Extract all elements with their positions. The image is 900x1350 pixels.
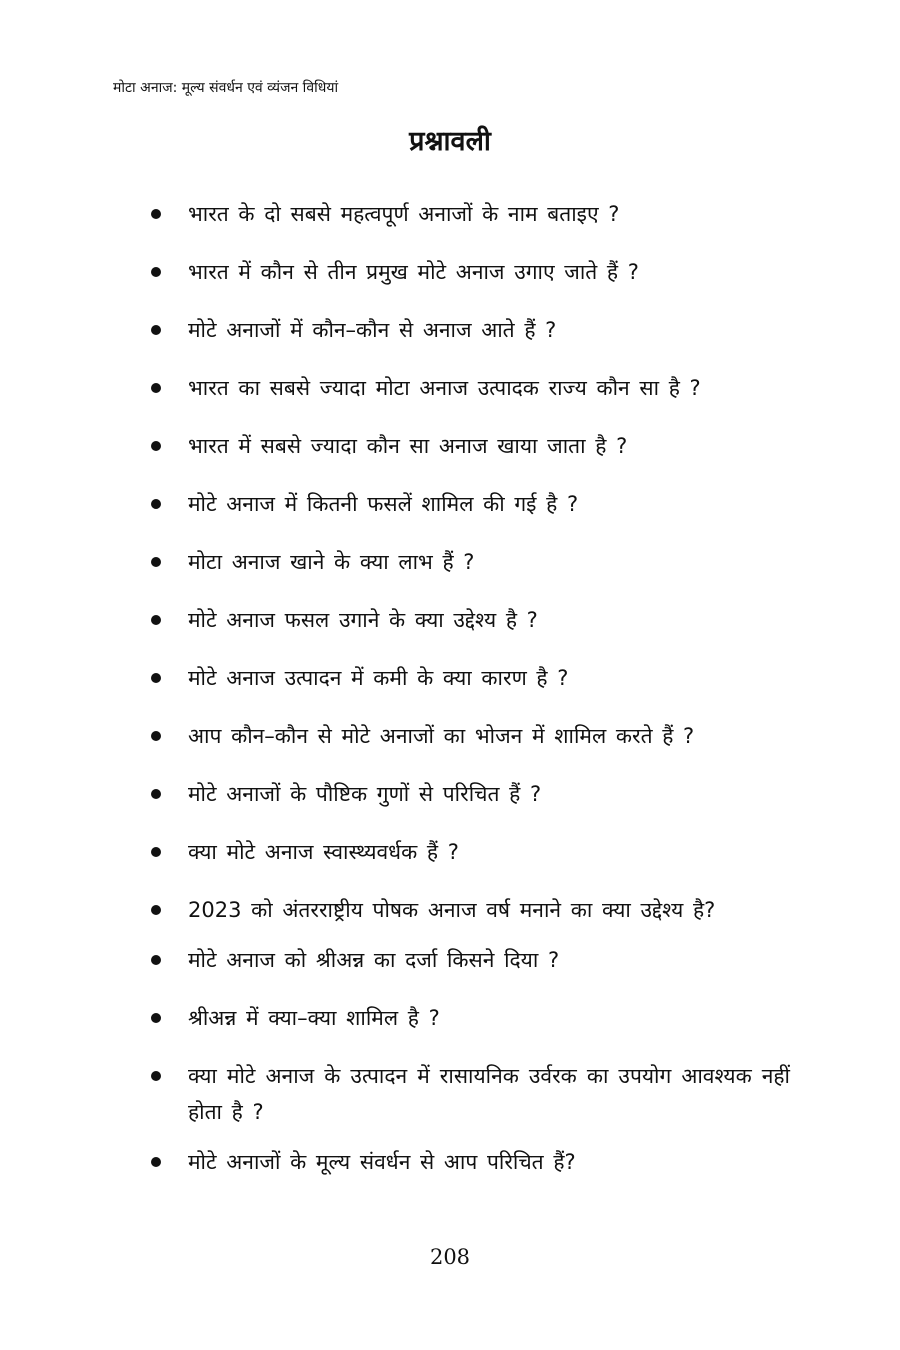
question-text: भारत में सबसे ज्यादा कौन सा अनाज खाया जाता है ? bbox=[188, 434, 628, 458]
question-text: मोटा अनाज खाने के क्या लाभ हैं ? bbox=[188, 550, 475, 574]
list-item bbox=[148, 428, 790, 464]
list-item bbox=[148, 312, 790, 348]
bullet-icon bbox=[151, 383, 161, 393]
question-text: मोटे अनाजों में कौन–कौन से अनाज आते हैं ? bbox=[188, 318, 557, 342]
question-text: मोटे अनाजों के पौष्टिक गुणों से परिचित हैं ? bbox=[188, 782, 542, 806]
list-item bbox=[148, 196, 790, 232]
bullet-icon bbox=[151, 209, 161, 219]
bullet-icon bbox=[151, 847, 161, 857]
question-text: 2023 को अंतरराष्ट्रीय पोषक अनाज वर्ष मनाने का क्या उद्देश्य है? bbox=[188, 898, 716, 922]
bullet-icon bbox=[151, 789, 161, 799]
bullet-icon bbox=[151, 441, 161, 451]
list-item bbox=[148, 1000, 790, 1036]
list-item bbox=[148, 1144, 790, 1180]
question-text: मोटे अनाज उत्पादन में कमी के क्या कारण है ? bbox=[188, 666, 569, 690]
list-item bbox=[148, 892, 790, 928]
page-title: प्रश्नावली bbox=[409, 126, 491, 157]
bullet-icon bbox=[151, 731, 161, 741]
list-item bbox=[148, 486, 790, 522]
list-item bbox=[148, 834, 790, 870]
bullet-icon bbox=[151, 557, 161, 567]
question-text: क्या मोटे अनाज के उत्पादन में रासायनिक उर्वरक का उपयोग आवश्यक नहीं होता है ? bbox=[188, 1064, 790, 1124]
question-text: भारत के दो सबसे महत्वपूर्ण अनाजों के नाम बताइए ? bbox=[188, 202, 620, 226]
bullet-icon bbox=[151, 955, 161, 965]
bullet-icon bbox=[151, 267, 161, 277]
question-text: मोटे अनाज को श्रीअन्न का दर्जा किसने दिया ? bbox=[188, 948, 560, 972]
list-item bbox=[148, 776, 790, 812]
question-text: मोटे अनाज में कितनी फसलें शामिल की गई है ? bbox=[188, 492, 579, 516]
bullet-icon bbox=[151, 1071, 161, 1081]
list-item bbox=[148, 1058, 790, 1130]
bullet-icon bbox=[151, 1013, 161, 1023]
list-item bbox=[148, 544, 790, 580]
list-item bbox=[148, 718, 790, 754]
list-item bbox=[148, 254, 790, 290]
question-text: मोटे अनाजों के मूल्य संवर्धन से आप परिचित हैं? bbox=[188, 1150, 576, 1174]
question-text: भारत का सबसे ज्यादा मोटा अनाज उत्पादक राज्य कौन सा है ? bbox=[188, 376, 701, 400]
bullet-icon bbox=[151, 1157, 161, 1167]
bullet-icon bbox=[151, 673, 161, 683]
list-item bbox=[148, 660, 790, 696]
question-text: श्रीअन्न में क्या–क्या शामिल है ? bbox=[188, 1006, 440, 1030]
question-text: मोटे अनाज फसल उगाने के क्या उद्देश्य है ? bbox=[188, 608, 538, 632]
list-item bbox=[148, 370, 790, 406]
question-list bbox=[148, 196, 790, 1202]
bullet-icon bbox=[151, 905, 161, 915]
question-text: भारत में कौन से तीन प्रमुख मोटे अनाज उगाए जाते हैं ? bbox=[188, 260, 639, 284]
bullet-icon bbox=[151, 499, 161, 509]
bullet-icon bbox=[151, 325, 161, 335]
list-item bbox=[148, 602, 790, 638]
running-header: मोटा अनाज: मूल्य संवर्धन एवं व्यंजन विधियां bbox=[113, 80, 339, 96]
question-text: क्या मोटे अनाज स्वास्थ्यवर्धक हैं ? bbox=[188, 840, 459, 864]
list-item bbox=[148, 942, 790, 978]
question-text: आप कौन–कौन से मोटे अनाजों का भोजन में शामिल करते हैं ? bbox=[188, 724, 695, 748]
page-number: 208 bbox=[429, 1245, 471, 1269]
bullet-icon bbox=[151, 615, 161, 625]
